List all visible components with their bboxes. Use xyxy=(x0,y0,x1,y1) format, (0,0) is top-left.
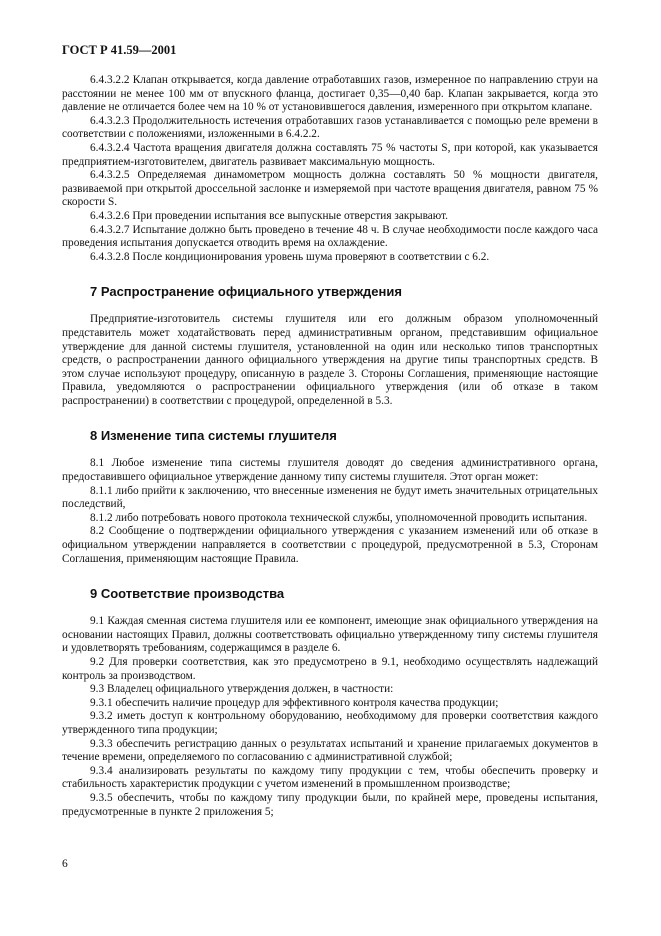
paragraph: 6.4.3.2.3 Продолжительность истечения отработавших газов устанавливается с помощью реле времени в соответствии с положениями, изложенными в 6.4.2.2. xyxy=(62,114,598,141)
document-body xyxy=(62,74,598,819)
section-heading: 9 Соответствие производства xyxy=(90,586,285,602)
paragraph: 8.1.2 либо потребовать нового протокола технической службы, уполномоченной проводить испытания. xyxy=(90,511,588,524)
paragraph: 9.2 Для проверки соответствия, как это предусмотрено в 9.1, необходимо осуществлять надлежащий контроль за производством. xyxy=(62,656,598,682)
paragraph: 9.1 Каждая сменная система глушителя или ее компонент, имеющие знак официального утверждения на основании настоящих Правил, должны соответствовать официально утвержденному типу системы глушителя и удовлетворять требованиям, содержащимся в разделе 6. xyxy=(62,615,598,655)
paragraph: 6.4.3.2.8 После кондиционирования уровень шума проверяют в соответствии с 6.2. xyxy=(90,250,490,263)
paragraph: 8.1 Любое изменение типа системы глушителя доводят до сведения административного органа, предоставившего официальное утверждение данному типу системы глушителя. Этот орган может: xyxy=(62,457,598,484)
paragraph: 9.3.5 обеспечить, чтобы по каждому типу продукции были, по крайней мере, проведены испытания, предусмотренные в пункте 2 приложения 5; xyxy=(62,791,598,818)
section-heading: 8 Изменение типа системы глушителя xyxy=(90,428,337,444)
paragraph: 8.1.1 либо прийти к заключению, что внесенные изменения не будут иметь значительных отрицательных последствий, xyxy=(62,484,598,511)
paragraph: 8.2 Сообщение о подтверждении официального утверждения с указанием изменений или об отказе в официальном утверждении направляется в соответствии с процедурой, предусмотренной в 5.3, Сторонам Соглашения, применяющим настоящие Правила. xyxy=(62,525,598,565)
paragraph: 9.3.1 обеспечить наличие процедур для эффективного контроля качества продукции; xyxy=(90,696,499,709)
paragraph: 6.4.3.2.2 Клапан открывается, когда давление отработавших газов, измеренное по направлению струи на расстоянии не менее 100 мм от впускного фланца, достигает 0,35—0,40 бар. Клапан закрывается, когда это давление не отличается более чем на 10 % от установившегося давления, измеренного при открытом клапане. xyxy=(62,74,598,114)
paragraph: Предприятие-изготовитель системы глушителя или его должным образом уполномоченный представитель может ходатайствовать перед административным органом, представившим официальное утверждение для данной системы глушителя, установленной на один или несколько типов транспортных средств, о распространении данного официального утверждения на другие типы транспортных средств. В этом случае используют процедуру, описанную в разделе 3. Стороны Соглашения, применяющие настоящие Правила, уведомляются о распространении официального утверждения (или об отказе в таком распространении) в соответствии с процедурой, определенной в 5.3. xyxy=(62,313,598,407)
paragraph: 9.3 Владелец официального утверждения должен, в частности: xyxy=(90,683,394,696)
section-heading: 7 Распространение официального утверждения xyxy=(90,284,402,300)
paragraph: 9.3.2 иметь доступ к контрольному оборудованию, необходимому для проверки соответствия каждого утвержденного типа продукции; xyxy=(62,710,598,736)
page-header: ГОСТ Р 41.59—2001 xyxy=(62,43,177,57)
paragraph: 6.4.3.2.6 При проведении испытания все выпускные отверстия закрывают. xyxy=(90,209,448,222)
paragraph: 9.3.4 анализировать результаты по каждому типу продукции с тем, чтобы обеспечить проверку и стабильность характеристик продукции с учетом изменений в промышленном производстве; xyxy=(62,764,598,791)
paragraph: 6.4.3.2.7 Испытание должно быть проведено в течение 48 ч. В случае необходимости после каждого часа проведения испытания допускается отводить время на охлаждение. xyxy=(62,223,598,250)
paragraph: 6.4.3.2.5 Определяемая динамометром мощность должна составлять 50 % мощности двигателя, развиваемой при открытой дроссельной заслонке и измеряемой при частоте вращения двигателя, равном 75 % скорости S. xyxy=(62,169,598,209)
paragraph: 9.3.3 обеспечить регистрацию данных о результатах испытаний и хранение прилагаемых документов в течение времени, определяемого по согласованию с административной службой; xyxy=(62,737,598,764)
paragraph: 6.4.3.2.4 Частота вращения двигателя должна составлять 75 % частоты S, при которой, как указывается предприятием-изготовителем, двигатель развивает максимальную мощность. xyxy=(62,141,598,168)
page-number: 6 xyxy=(62,858,68,870)
